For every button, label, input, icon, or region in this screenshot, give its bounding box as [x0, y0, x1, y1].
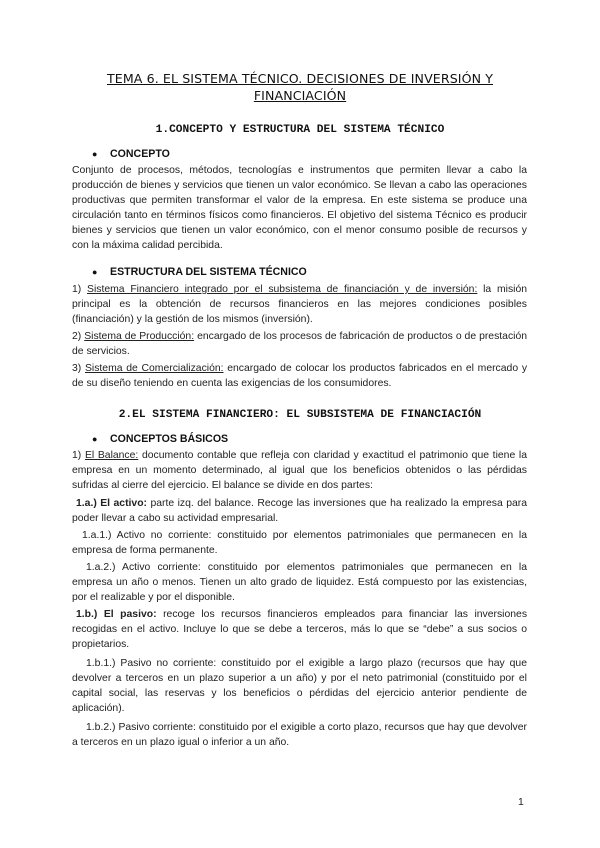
estructura-item-1: 1) Sistema Financiero integrado por el subsistema de financiación y de inversión: la misión principal es la obtención de recursos financieros en las mejores condiciones posibles (financiación) y la gestión de los mismos (inversión).	[72, 284, 528, 325]
activo-paragraph: 1.a.) El activo: parte izq. del balance. Recoge las inversiones que ha realizado la empresa para poder llevar a cabo su actividad empresarial.	[72, 498, 528, 524]
section-2-heading: 2.EL SISTEMA FINANCIERO: EL SUBSISTEMA DE FINANCIACIÓN	[118, 409, 482, 421]
pasivo-no-corriente-paragraph: 1.b.1.) Pasivo no corriente: constituido por el exigible a largo plazo (recursos que hay que devolver a terceros en un plazo superior a un año) y por el neto patrimonial (constituido por el capital social, las reservas y los beneficios o pérdidas del ejercicio anterior pendiente de aplicación).	[72, 658, 527, 714]
subheading-conceptos-basicos: ● CONCEPTOS BÁSICOS	[92, 433, 229, 445]
activo-no-corriente-paragraph: 1.a.1.) Activo no corriente: constituido por elementos patrimoniales que permanecen en la empresa de forma permanente.	[72, 530, 527, 556]
subheading-concepto: ● CONCEPTO	[92, 148, 170, 160]
subheading-estructura: ● ESTRUCTURA DEL SISTEMA TÉCNICO	[92, 266, 307, 278]
balance-paragraph: 1) El Balance: documento contable que refleja con claridad y exactitud el patrimonio que tiene la empresa en un momento determinado, al igual que los beneficios obtenidos o las pérdidas sufridas al cierre del ejercicio. El balance se divide en dos partes:	[72, 450, 527, 491]
bullet-icon: ●	[92, 149, 98, 159]
estructura-item-2: 2) Sistema de Producción: encargado de los procesos de fabricación de productos o de prestación de servicios.	[72, 331, 528, 357]
bullet-icon: ●	[92, 267, 98, 277]
page-number: 1	[518, 797, 524, 808]
pasivo-corriente-paragraph: 1.b.2.) Pasivo corriente: constituido por el exigible a corto plazo, recursos que hay que devolver a terceros en un plazo igual o inferior a un año.	[72, 722, 527, 748]
estructura-item-3: 3) Sistema de Comercialización: encargado de colocar los productos fabricados en el mercado y de su diseño teniendo en cuenta las exigencias de los consumidores.	[72, 363, 528, 389]
pasivo-paragraph: 1.b.) El pasivo: recoge los recursos financieros empleados para financiar las inversiones recogidas en el activo. Incluye lo que se debe a terceros, más lo que se “debe” a sus socios o propietarios.	[72, 609, 528, 650]
page-title: TEMA 6. EL SISTEMA TÉCNICO. DECISIONES DE INVERSIÓN Y FINANCIACIÓN	[106, 71, 494, 103]
activo-corriente-paragraph: 1.a.2.) Activo corriente: constituido por elementos patrimoniales que permanecen en la empresa un año o menos. Tienen un alto grado de liquidez. Está compuesto por las existencias, por el realizable y por el disponible.	[72, 562, 527, 603]
bullet-icon: ●	[92, 434, 98, 444]
concepto-paragraph: Conjunto de procesos, métodos, tecnologías e instrumentos que permiten llevar a cabo la producción de bienes y servicios que tienen un valor económico. Se llevan a cabo las operaciones productivas que permiten transformar el valor de la empresa. En este sistema se produce una circulación tanto en términos físicos como financieros. El objetivo del sistema Técnico es producir bienes y servicios que tienen un valor económico, con el menor consumo posible de recursos y con la máxima calidad percibida.	[72, 165, 527, 251]
section-1-heading: 1.CONCEPTO Y ESTRUCTURA DEL SISTEMA TÉCNICO	[155, 124, 445, 136]
